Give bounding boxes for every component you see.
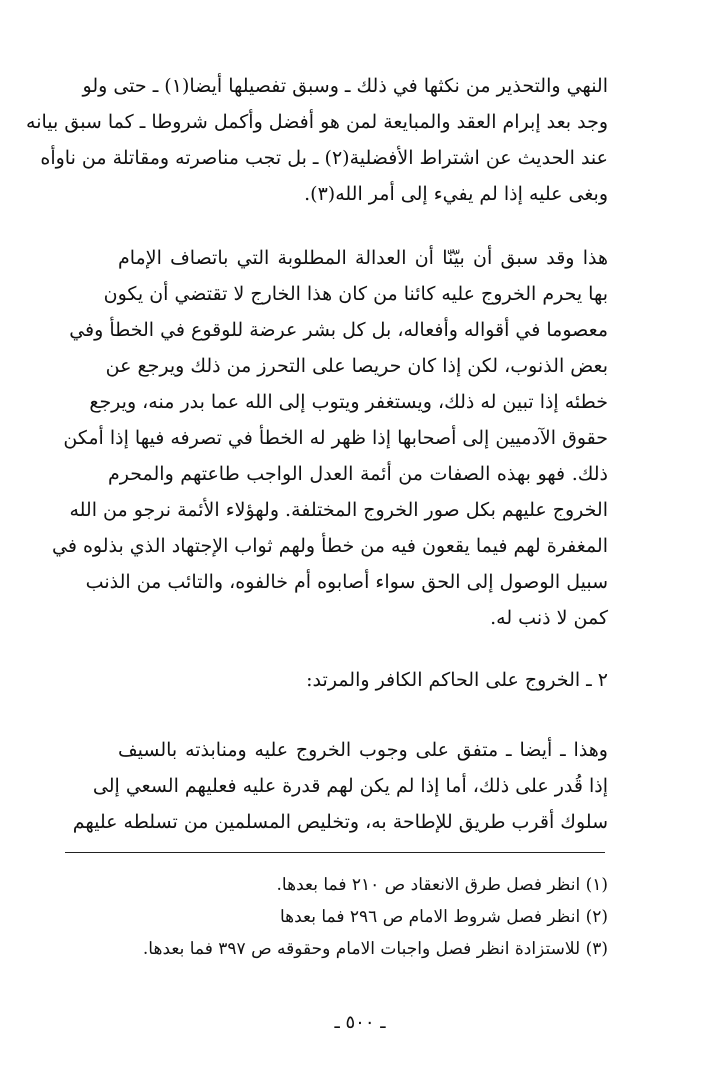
- text-line: الخروج عليهم بكل صور الخروج المختلفة. ولهؤلاء الأئمة نرجو من الله: [69, 499, 608, 521]
- page-number: ـ ٥٠٠ ـ: [334, 1012, 386, 1033]
- text-line: حقوق الآدميين إلى أصحابها إذا ظهر له الخطأ في تصرفه فيها إذا أمكن: [63, 427, 608, 449]
- text-line: خطئه إذا تبين له ذلك، ويستغفر ويتوب إلى الله عما بدر منه، ويرجع: [89, 391, 608, 413]
- text-line: هذا وقد سبق أن بيّنّا أن العدالة المطلوبة التي باتصاف الإمام: [118, 247, 608, 269]
- section-heading: ٢ ـ الخروج على الحاكم الكافر والمرتد:: [306, 669, 608, 691]
- text-line: إذا قُدر على ذلك، أما إذا لم يكن لهم قدرة عليه فعليهم السعي إلى: [92, 775, 608, 797]
- footnote: (٣) للاستزادة انظر فصل واجبات الامام وحقوقه ص ٣٩٧ فما بعدها.: [142, 939, 608, 959]
- text-line: عند الحديث عن اشتراط الأفضلية(٢) ـ بل تجب مناصرته ومقاتلة من ناوأه: [40, 147, 608, 169]
- text-line: وبغى عليه إذا لم يفيء إلى أمر الله(٣).: [304, 183, 608, 205]
- text-line: بها يحرم الخروج عليه كائنا من كان هذا الخارج لا تقتضي أن يكون: [103, 283, 608, 305]
- text-line: وجد بعد إبرام العقد والمبايعة لمن هو أفضل وأكمل شروطا ـ كما سبق بيانه: [26, 111, 608, 133]
- text-line: المغفرة لهم فيما يقعون فيه من خطأ ولهم ثواب الإجتهاد الذي بذلوه في: [51, 535, 608, 557]
- text-line: وهذا ـ أيضا ـ متفق على وجوب الخروج عليه ومنابذته بالسيف: [118, 739, 608, 761]
- text-line: كمن لا ذنب له.: [490, 607, 608, 629]
- text-line: ذلك. فهو بهذه الصفات من أئمة العدل الواجب طاعتهم والمحرم: [108, 463, 608, 485]
- footnote-separator: [65, 852, 605, 853]
- footnote: (٢) انظر فصل شروط الامام ص ٢٩٦ فما بعدها: [279, 907, 608, 927]
- text-line: بعض الذنوب، لكن إذا كان حريصا على التحرز من ذلك ويرجع عن: [105, 355, 608, 377]
- footnote: (١) انظر فصل طرق الانعقاد ص ٢١٠ فما بعدها.: [276, 875, 608, 895]
- text-line: سلوك أقرب طريق للإطاحة به، وتخليص المسلمين من تسلطه عليهم: [72, 811, 608, 833]
- text-line: النهي والتحذير من نكثها في ذلك ـ وسبق تفصيلها أيضا(١) ـ حتى ولو: [82, 75, 608, 97]
- text-line: معصوما في أقواله وأفعاله، بل كل بشر عرضة للوقوع في الخطأ وفي: [69, 319, 608, 341]
- text-line: سبيل الوصول إلى الحق سواء أصابوه أم خالفوه، والتائب من الذنب: [85, 571, 608, 593]
